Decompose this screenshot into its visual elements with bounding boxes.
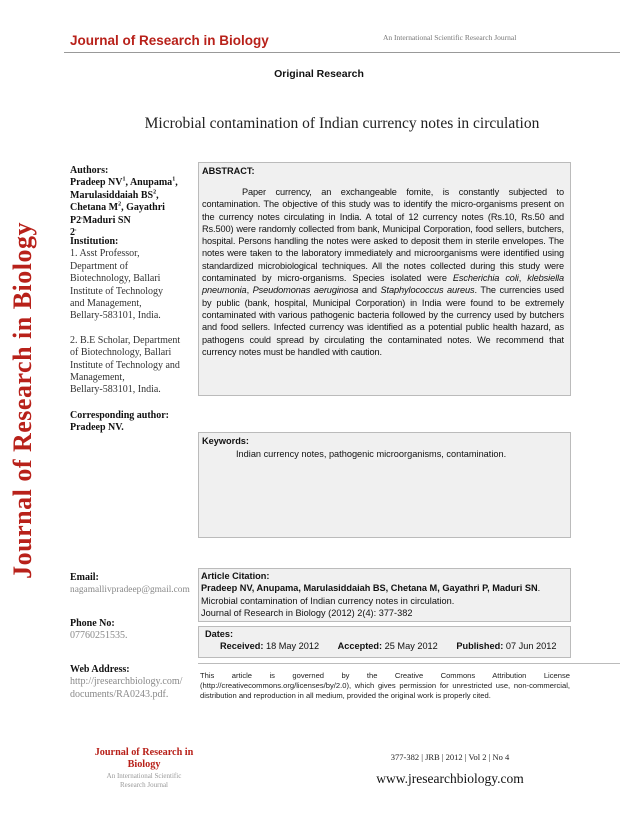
sidebar-journal-title-text: Journal of Research in Biology (8, 221, 37, 579)
dates-row (205, 641, 564, 651)
web-value[interactable]: http://jresearchbiology.com/ documents/RA0243.pdf. (70, 676, 183, 700)
abstract-label: ABSTRACT: (202, 166, 255, 176)
email-value[interactable]: nagamallivpradeep@gmail.com (70, 585, 190, 596)
web-label: Web Address: (70, 664, 130, 675)
email-label: Email: (70, 572, 99, 583)
web-address-block (70, 664, 196, 701)
citation-box (198, 568, 571, 622)
published-date: Published: 07 Jun 2012 (456, 641, 557, 651)
abstract-text: Paper currency, an exchangeable fomite, is constantly subjected to contamination. The objective of this study was to identify the micro-organisms present on the currency notes circulating in India. A total of 12 currency notes (Rs.10, Rs.50 and Rs.500) were randomly collected from bank, Municipal Corporation, food sellers, butchers, hospital. Persons handling the notes were asked to deposit them in sterile envelopes. The notes were taken to the laboratory immediately and microorganisms were identified using standardized microbiological techniques. All the notes collected during this study were contaminated by micro-organisms. Species isolated were Escherichia coli, klebsiella pneumonia, Pseudomonas aeruginosa and Staphylococcus aureus. The currencies used by public (bank, hospital, Municipal Corporation) in India were found to be extremely contaminated with various pathogenic bacteria followed by the currency used by butchers and food sellers. Infected currency was identified as a potential public health hazard, as pathogens could spread by circulating the contaminated notes. We recommend that currency notes must be handled with caution. (202, 187, 564, 357)
phone-block (70, 618, 196, 643)
paper-title: Microbial contamination of Indian currency notes in circulation (144, 115, 540, 132)
keywords-box (198, 432, 571, 538)
corresponding-label: Corresponding author: (70, 410, 169, 421)
institution-label: Institution: (70, 236, 119, 247)
citation-authors: Pradeep NV, Anupama, Marulasiddaiah BS, Chetana M, Gayathri P, Maduri SN. (201, 583, 541, 594)
footer-journal-name: Journal of Research in Biology (94, 747, 194, 770)
license-text: This article is governed by the Creative Commons Attribution License (http://creativecommons.org/licenses/by/2.0), which gives permission for unrestricted use, non-commercial, distribution and reproduction in all medium, provided the original work is properly cited. (200, 671, 570, 701)
citation-label: Article Citation: (201, 571, 270, 581)
dates-box (198, 626, 571, 658)
citation-title: Microbial contamination of Indian currency notes in circulation. (201, 595, 455, 606)
institution-block (70, 236, 196, 397)
sidebar-journal-title (4, 160, 42, 640)
authors-label: Authors: (70, 165, 109, 176)
institution-2: 2. B.E Scholar, Department of Biotechnology, Ballari Institute of Technology and Management, Bellary-583101, India. (70, 334, 181, 396)
citation-journal: Journal of Research in Biology (2012) 2(4): 377-382 (201, 607, 413, 618)
dates-label: Dates: (205, 629, 234, 639)
footer-url[interactable]: www.jresearchbiology.com (376, 771, 524, 786)
journal-tagline: An International Scientific Research Journal (383, 33, 517, 42)
authors-list: Pradeep $NV^1$, Anupama$^1$, Marulasiddaiah $BS^2$, Chetana $M^2$, Gayathri P2,Maduri SN 2. (70, 177, 178, 239)
email-block (70, 572, 198, 597)
journal-header: Journal of Research in Biology (70, 33, 269, 48)
corresponding-author-block (70, 410, 196, 435)
institution-1: 1. Asst Professor, Department of Biotechnology, Ballari Institute of Technology and Management, Bellary-583101, India. (70, 248, 163, 322)
phone-value: 07760251535. (70, 630, 128, 642)
section-label: Original Research (274, 68, 364, 80)
header-divider (64, 52, 620, 53)
abstract-box (198, 162, 571, 396)
received-date: Received: 18 May 2012 (220, 641, 320, 651)
accepted-date: Accepted: 25 May 2012 (337, 641, 438, 651)
authors-block (70, 165, 196, 239)
footer-pages-info: 377-382 | JRB | 2012 | Vol 2 | No 4 (390, 752, 510, 762)
footer-tagline: An International Scientific Research Journal (106, 772, 182, 789)
license-divider (198, 663, 620, 664)
phone-label: Phone No: (70, 618, 115, 629)
keywords-text: Indian currency notes, pathogenic microorganisms, contamination. (236, 449, 507, 459)
corresponding-name: Pradeep NV. (70, 422, 124, 434)
keywords-label: Keywords: (202, 436, 249, 446)
